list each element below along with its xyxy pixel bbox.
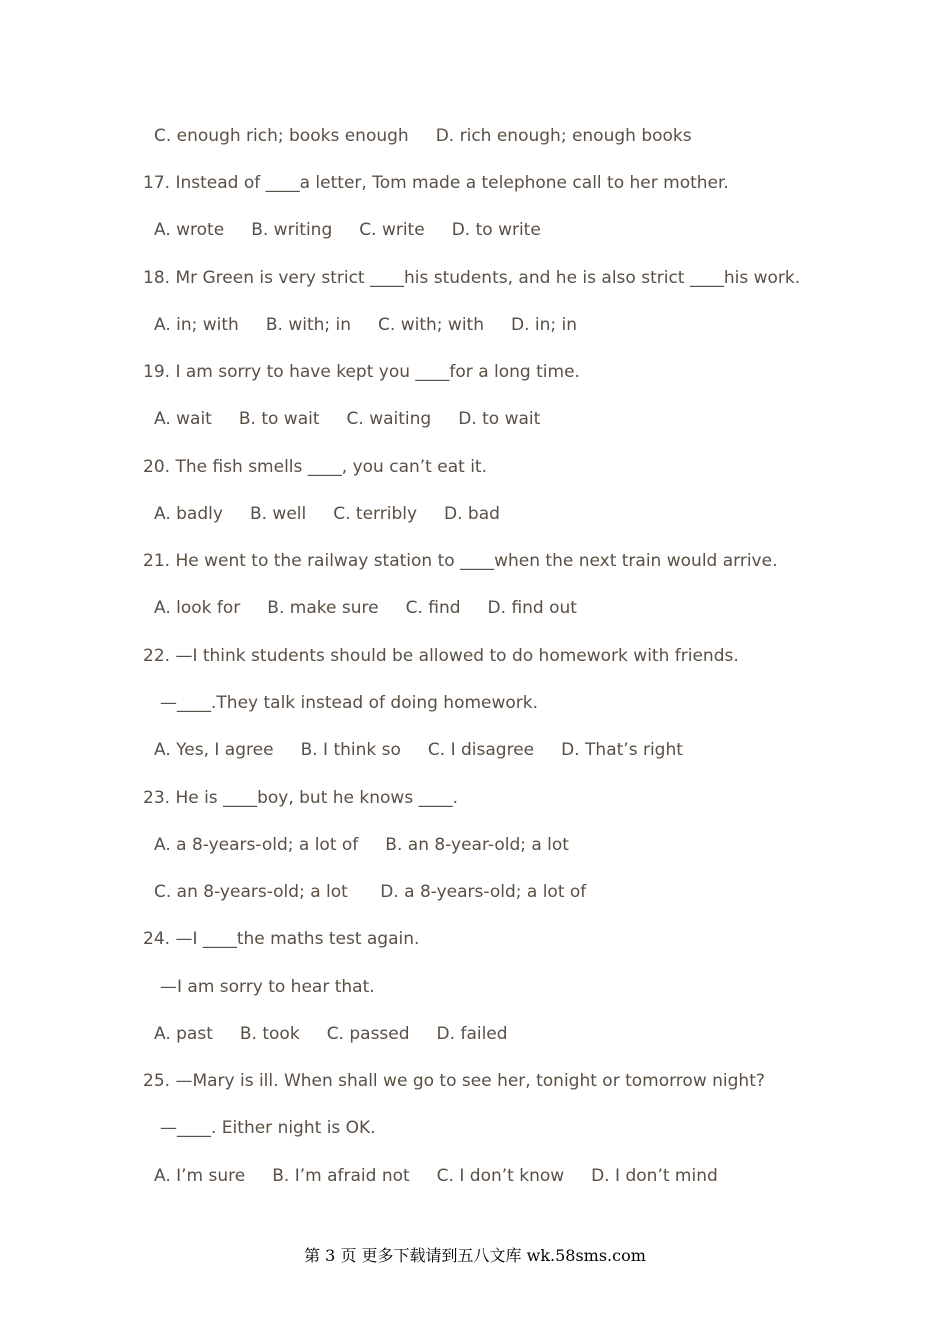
question-24-options: A. past B. took C. passed D. failed [154, 1024, 508, 1044]
question-19-options: A. wait B. to wait C. waiting D. to wait [154, 409, 541, 429]
question-21-options: A. look for B. make sure C. find D. find out [154, 598, 577, 618]
question-23-options-cd: C. an 8-years-old; a lot D. a 8-years-old; a lot of [154, 882, 587, 902]
question-25-stem: 25. —Mary is ill. When shall we go to see her, tonight or tomorrow night? [143, 1071, 765, 1091]
question-17-stem: 17. Instead of ____a letter, Tom made a telephone call to her mother. [143, 173, 729, 193]
question-21-stem: 21. He went to the railway station to ____when the next train would arrive. [143, 551, 778, 571]
question-24-stem: 24. —I ____the maths test again. [143, 929, 420, 949]
question-24-reply: —I am sorry to hear that. [160, 977, 375, 997]
question-17-options: A. wrote B. writing C. write D. to write [154, 220, 541, 240]
question-22-stem: 22. —I think students should be allowed to do homework with friends. [143, 646, 739, 666]
question-25-options: A. I’m sure B. I’m afraid not C. I don’t know D. I don’t mind [154, 1166, 718, 1186]
question-22-reply: —____.They talk instead of doing homework. [160, 693, 539, 713]
question-22-options: A. Yes, I agree B. I think so C. I disagree D. That’s right [154, 740, 683, 760]
question-19-stem: 19. I am sorry to have kept you ____for a long time. [143, 362, 580, 382]
question-18-options: A. in; with B. with; in C. with; with D. in; in [154, 315, 578, 335]
page-footer: 第 3 页 更多下载请到五八文库 wk.58sms.com [304, 1246, 646, 1265]
question-20-options: A. badly B. well C. terribly D. bad [154, 504, 500, 524]
question-20-stem: 20. The fish smells ____, you can’t eat it. [143, 457, 487, 477]
question-23-options-ab: A. a 8-years-old; a lot of B. an 8-year-old; a lot [154, 835, 569, 855]
question-25-reply: —____. Either night is OK. [160, 1118, 376, 1138]
question-16-options-cd: C. enough rich; books enough D. rich enough; enough books [154, 126, 692, 146]
question-23-stem: 23. He is ____boy, but he knows ____. [143, 788, 458, 808]
question-18-stem: 18. Mr Green is very strict ____his students, and he is also strict ____his work. [143, 268, 801, 288]
